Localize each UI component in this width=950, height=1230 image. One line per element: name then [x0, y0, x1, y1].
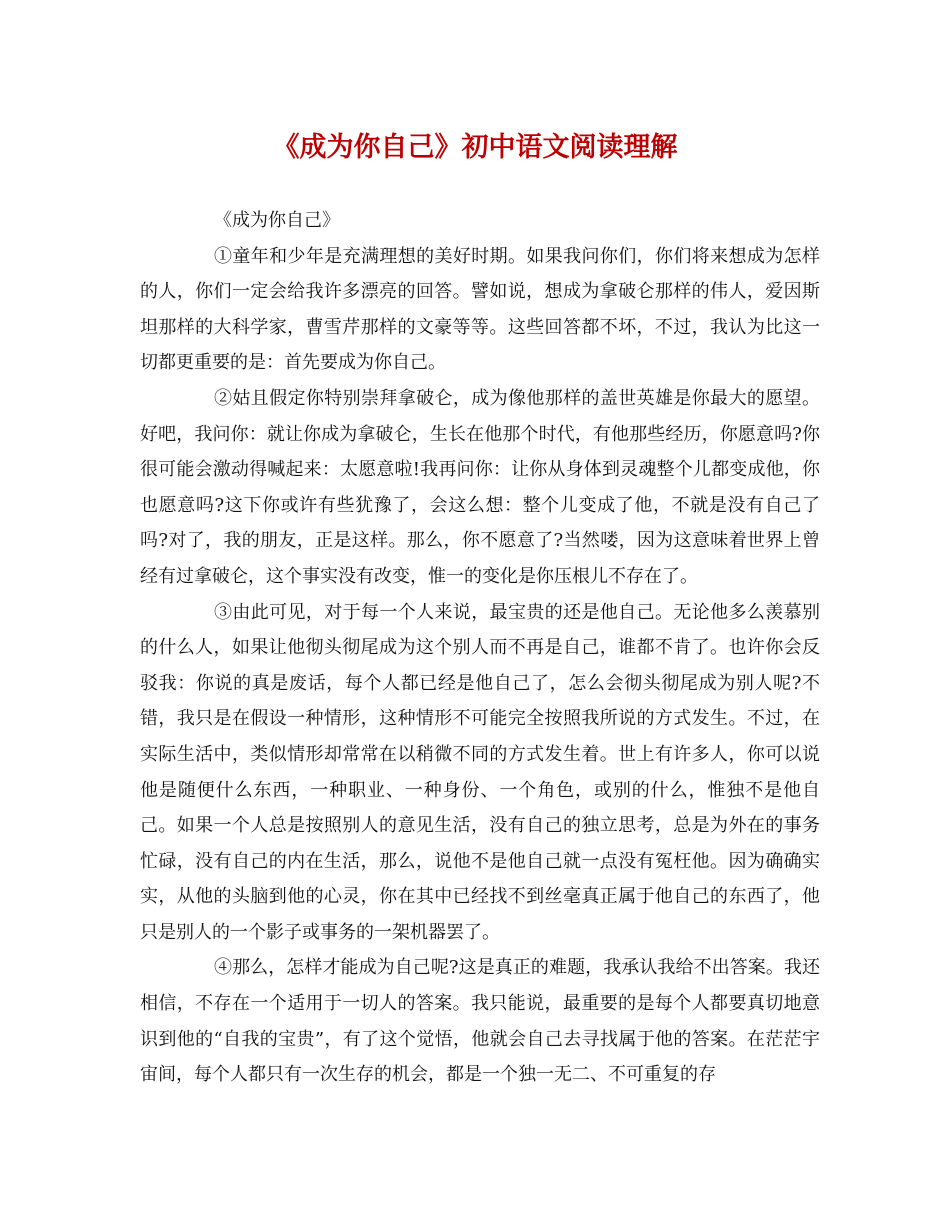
page-title: 《成为你自己》初中语文阅读理解: [272, 132, 678, 163]
paragraph-3: ③由此可见，对于每一个人来说，最宝贵的还是他自己。无论他多么羡慕别的什么人，如果让他彻头彻尾成为这个别人而不再是自己，谁都不肯了。也许你会反驳我：你说的真是废话，每个人都已经是他自己了，怎么会彻头彻尾成为别人呢?不错，我只是在假设一种情形，这种情形不可能完全按照我所说的方式发生。不过，在实际生活中，类似情形却常常在以稍微不同的方式发生着。世上有许多人，你可以说他是随便什么东西，一种职业、一种身份、一个角色，或别的什么，惟独不是他自己。如果一个人总是按照别人的意见生活，没有自己的独立思考，总是为外在的事务忙碌，没有自己的内在生活，那么，说他不是他自己就一点没有冤枉他。因为确确实实，从他的头脑到他的心灵，你在其中已经找不到丝毫真正属于他自己的东西了，他只是别人的一个影子或事务的一架机器罢了。: [140, 601, 820, 943]
paragraph-4: ④那么，怎样才能成为自己呢?这是真正的难题，我承认我给不出答案。我还相信，不存在一个适用于一切人的答案。我只能说，最重要的是每个人都要真切地意识到他的“自我的宝贵”，有了这个觉悟，他就会自己去寻找属于他的答案。在茫茫宇宙间，每个人都只有一次生存的机会，都是一个独一无二、不可重复的存: [140, 957, 820, 1086]
article-subtitle: 《成为你自己》: [214, 210, 340, 231]
article-body: [140, 203, 820, 1093]
paragraph-1: ①童年和少年是充满理想的美好时期。如果我问你们，你们将来想成为怎样的人，你们一定会给我许多漂亮的回答。譬如说，想成为拿破仑那样的伟人，爱因斯坦那样的大科学家，曹雪芹那样的文豪等等。这些回答都不坏，不过，我认为比这一切都更重要的是：首先要成为你自己。: [140, 245, 820, 374]
paragraph-2: ②姑且假定你特别崇拜拿破仑，成为像他那样的盖世英雄是你最大的愿望。好吧，我问你：就让你成为拿破仑，生长在他那个时代，有他那些经历，你愿意吗?你很可能会激动得喊起来：太愿意啦!我再问你：让你从身体到灵魂整个儿都变成他，你也愿意吗?这下你或许有些犹豫了，会这么想：整个儿变成了他，不就是没有自己了吗?对了，我的朋友，正是这样。那么，你不愿意了?当然喽，因为这意味着世界上曾经有过拿破仑，这个事实没有改变，惟一的变化是你压根儿不存在了。: [140, 387, 820, 587]
